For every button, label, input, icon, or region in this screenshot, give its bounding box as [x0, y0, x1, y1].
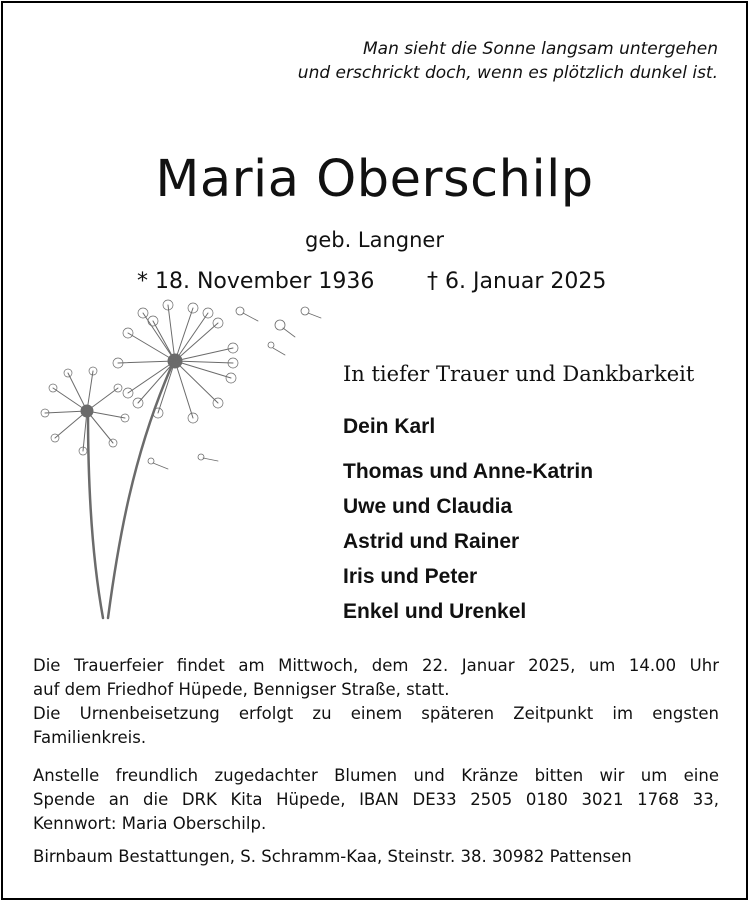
- funeral-line: Die Urnenbeisetzung erfolgt zu einem späteren Zeitpunkt im engsten: [33, 704, 719, 723]
- donation-line: Spende an die DRK Kita Hüpede, IBAN DE33 2505 0180 3021 1768 33,: [33, 790, 719, 809]
- mourner: Enkel und Urenkel: [343, 600, 527, 623]
- funeral-line: Familienkreis.: [33, 728, 147, 747]
- quote-line-1: Man sieht die Sonne langsam untergehen: [363, 39, 718, 59]
- funeral-line: auf dem Friedhof Hüpede, Bennigser Straße, statt.: [33, 680, 450, 699]
- mourning-heading: In tiefer Trauer und Dankbarkeit: [343, 362, 695, 386]
- donation-line: Anstelle freundlich zugedachter Blumen und Kränze bitten wir um eine: [33, 766, 719, 785]
- mourner: Astrid und Rainer: [343, 530, 520, 553]
- undertaker-info: Birnbaum Bestattungen, S. Schramm-Kaa, Steinstr. 38. 30982 Pattensen: [33, 847, 632, 866]
- donation-line: Kennwort: Maria Oberschilp.: [33, 814, 267, 833]
- mourners-list: [343, 409, 593, 629]
- birth-date: * 18. November 1936: [137, 269, 375, 294]
- obituary-notice: [1, 1, 748, 900]
- mourner: Thomas und Anne-Katrin: [343, 460, 594, 483]
- donation-info: [33, 764, 719, 836]
- mourner: Uwe und Claudia: [343, 495, 513, 518]
- birth-name: geb. Langner: [304, 228, 444, 252]
- death-date: † 6. Januar 2025: [427, 269, 607, 294]
- quote-line-2: und erschrickt doch, wenn es plötzlich dunkel ist.: [297, 63, 718, 83]
- mourner: Dein Karl: [343, 415, 436, 438]
- quote: [248, 37, 718, 85]
- funeral-info: [33, 654, 719, 750]
- funeral-line: Die Trauerfeier findet am Mittwoch, dem 22. Januar 2025, um 14.00 Uhr: [33, 656, 719, 675]
- dandelion-icon: [33, 293, 333, 623]
- mourner: Iris und Peter: [343, 565, 478, 588]
- deceased-name: Maria Oberschilp: [155, 150, 594, 209]
